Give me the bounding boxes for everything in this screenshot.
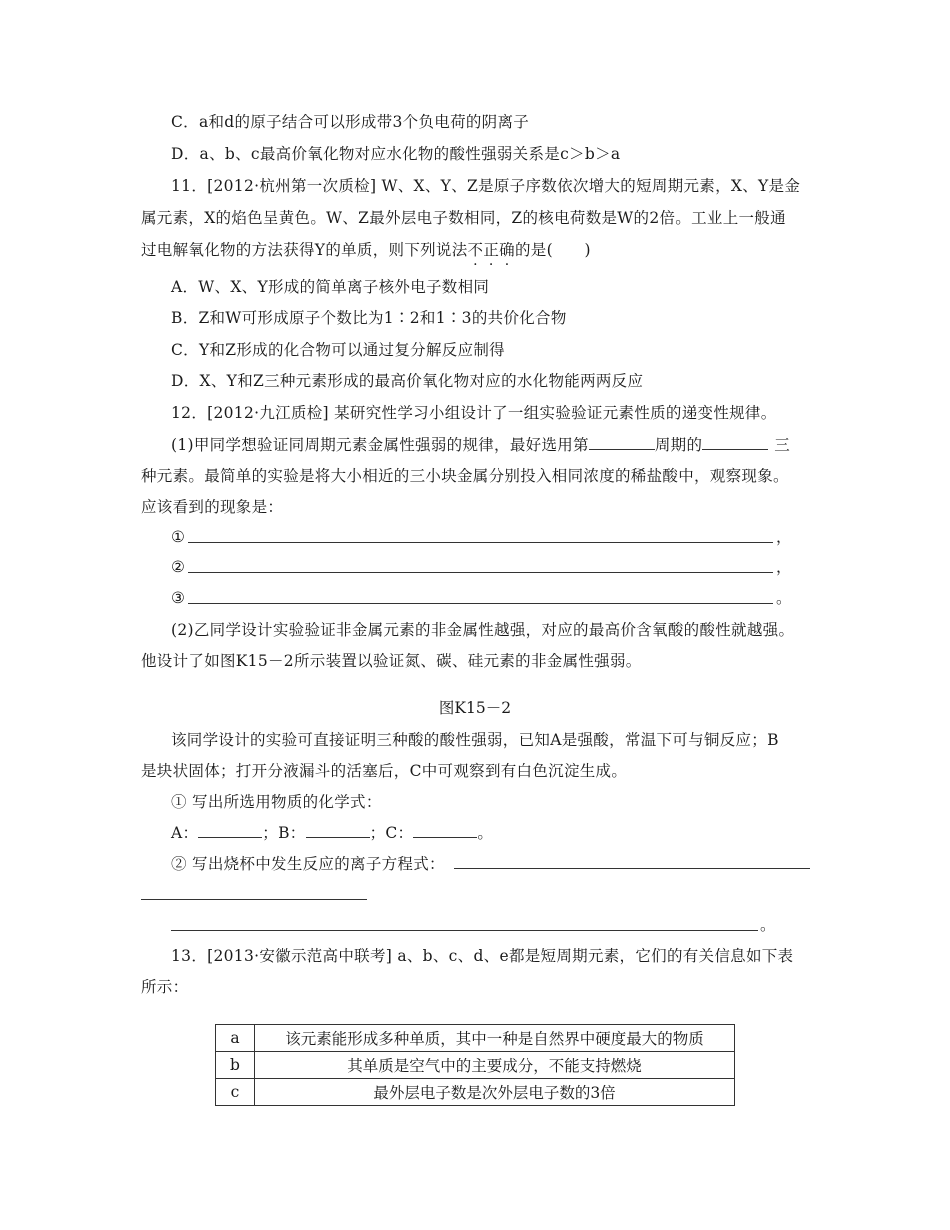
table-row: [216, 1025, 735, 1052]
q11-stem-line1: 11．[2012·杭州第一次质检] W、X、Y、Z是原子序数依次增大的短周期元素，X、Y是金: [171, 177, 801, 195]
answer-line-1[interactable]: [188, 542, 773, 543]
emphasis-char-2: 正: [483, 241, 500, 259]
emphasis-char-1: 不: [467, 241, 484, 259]
q12-part2-line1: (2)乙同学设计实验验证非金属元素的非金属性越强，对应的最高价含氧酸的酸性就越强。: [171, 621, 795, 639]
q12-part1-text-c: 三: [774, 436, 791, 454]
q12-part2-line2: 他设计了如图K15－2所示装置以验证氮、碳、硅元素的非金属性强弱。: [141, 652, 642, 670]
table-row: [216, 1052, 735, 1079]
blank-a[interactable]: [198, 823, 262, 838]
elements-blank[interactable]: [702, 435, 768, 450]
equation-line-1[interactable]: [454, 868, 810, 869]
answer-comma-2: ，: [776, 558, 792, 576]
q11-option-a: A．W、X、Y形成的简单离子核外电子数相同: [171, 278, 490, 296]
table-cell-value: 最外层电子数是次外层电子数的3倍: [255, 1079, 735, 1106]
q11-stem-line3: [141, 239, 591, 261]
q11-stem-line3-pre: 过电解氧化物的方法获得Y的单质，则下列说法: [141, 241, 468, 259]
table-cell-key: c: [216, 1079, 255, 1106]
q11-option-d: D．X、Y和Z三种元素形成的最高价氧化物对应的水化物能两两反应: [171, 372, 644, 390]
row-period: 。: [477, 824, 494, 842]
q12-part1-line1: [171, 434, 790, 456]
figure-caption: 图K15－2: [438, 699, 512, 717]
q12-part1-line2: 种元素。最简单的实验是将大小相近的三小块金属分别投入相同浓度的稀盐酸中，观察现象。: [141, 467, 789, 485]
period-blank[interactable]: [589, 435, 655, 450]
element-info-table: [215, 1024, 735, 1106]
blank-b[interactable]: [306, 823, 370, 838]
answer-marker-1: ①: [171, 528, 186, 546]
table-row: [216, 1079, 735, 1106]
answer-marker-2: ②: [171, 558, 186, 576]
label-a: A：: [171, 824, 199, 842]
table-cell-key: b: [216, 1052, 255, 1079]
q12-stem: 12．[2012·九江质检] 某研究性学习小组设计了一组实验验证元素性质的递变性规律。: [171, 404, 777, 422]
label-c: ；C：: [369, 824, 414, 842]
q12-part1-text-b: 周期的: [654, 436, 703, 454]
q13-stem-line1: 13．[2013·安徽示范高中联考] a、b、c、d、e都是短周期元素，它们的有关信息如下表: [171, 947, 794, 965]
answer-comma-1: ，: [776, 528, 792, 546]
table-cell-value: 其单质是空气中的主要成分，不能支持燃烧: [255, 1052, 735, 1079]
q12-part1-text-a: (1)甲同学想验证同周期元素金属性强弱的规律，最好选用第: [171, 436, 589, 454]
table-cell-value: 该元素能形成多种单质，其中一种是自然界中硬度最大的物质: [255, 1025, 735, 1052]
answer-line-3[interactable]: [188, 603, 773, 604]
q10-option-c: C．a和d的原子结合可以形成带3个负电荷的阴离子: [171, 113, 530, 131]
emphasis-char-3: 确: [499, 241, 515, 259]
q12-part1-line3: 应该看到的现象是：: [141, 498, 284, 516]
q12-sub1: ① 写出所选用物质的化学式：: [171, 793, 382, 811]
answer-line-2[interactable]: [188, 572, 773, 573]
answer-marker-3: ③: [171, 589, 186, 607]
q11-stem-line2: 属元素，X的焰色呈黄色。W、Z最外层电子数相同，Z的核电荷数是W的2倍。工业上一般通: [141, 209, 786, 227]
table-cell-key: a: [216, 1025, 255, 1052]
equation-line-2[interactable]: [141, 899, 367, 900]
q11-stem-line3-post: 的是( ): [514, 241, 591, 259]
formula-answers-row: [171, 822, 493, 844]
q12-part3-line2: 是块状固体；打开分液漏斗的活塞后，C中可观察到有白色沉淀生成。: [141, 762, 628, 780]
answer-period-3: 。: [776, 589, 792, 607]
blank-c[interactable]: [413, 823, 477, 838]
q13-stem-line2: 所示：: [141, 978, 189, 996]
q11-option-c: C．Y和Z形成的化合物可以通过复分解反应制得: [171, 341, 505, 359]
equation-period: 。: [760, 916, 776, 934]
q10-option-d: D．a、b、c最高价氧化物对应水化物的酸性强弱关系是c＞b＞a: [171, 145, 621, 163]
equation-line-3[interactable]: [171, 930, 758, 931]
q11-option-b: B．Z和W可形成原子个数比为1∶2和1∶3的共价化合物: [171, 309, 567, 327]
label-b: ；B：: [262, 824, 306, 842]
q12-sub2: ② 写出烧杯中发生反应的离子方程式：: [171, 855, 445, 873]
q12-part3-line1: 该同学设计的实验可直接证明三种酸的酸性强弱，已知A是强酸，常温下可与铜反应；B: [171, 731, 779, 749]
